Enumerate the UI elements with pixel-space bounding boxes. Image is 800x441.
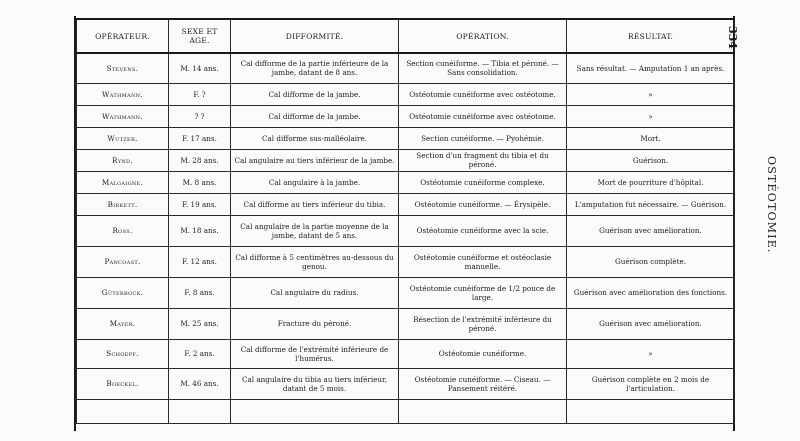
cell-resultat: L'amputation fut nécessaire. — Guérison. xyxy=(567,193,735,215)
cell-operation: Résection de l'extrémité inférieure du péroné. xyxy=(399,308,567,339)
cell-resultat: » xyxy=(567,83,735,105)
cell-resultat: » xyxy=(567,105,735,127)
cell-operateur: Wathmann. xyxy=(77,105,169,127)
cell-sexe-age: F. 12 ans. xyxy=(169,246,231,277)
cell-difformite: Cal difforme au tiers inférieur du tibia. xyxy=(231,193,399,215)
cell-operateur: Mayer. xyxy=(77,308,169,339)
table-row xyxy=(77,127,735,149)
cell-operation: Ostéotomie cunéiforme avec la scie. xyxy=(399,215,567,246)
cell-operateur: Wutzer. xyxy=(77,127,169,149)
osteotomy-cases-table xyxy=(76,18,735,424)
cell-empty xyxy=(169,399,231,423)
table-row xyxy=(77,246,735,277)
cell-operation: Ostéotomie cunéiforme complexe. xyxy=(399,171,567,193)
cell-empty xyxy=(567,399,735,423)
table-row xyxy=(77,215,735,246)
cell-operation: Section cunéiforme. — Pyohémie. xyxy=(399,127,567,149)
cell-difformite: Cal difforme de l'extrémité inférieure de l'humérus. xyxy=(231,339,399,368)
header-sexe-age: SEXE ET AGE. xyxy=(169,19,231,53)
table-row xyxy=(77,308,735,339)
cell-sexe-age: F. 19 ans. xyxy=(169,193,231,215)
table-row-empty xyxy=(77,399,735,423)
cell-difformite: Cal difforme de la partie inférieure de la jambe, datant de 8 ans. xyxy=(231,53,399,83)
cell-operation: Ostéotomie cunéiforme de 1/2 pouce de large. xyxy=(399,277,567,308)
cell-sexe-age: M. 46 ans. xyxy=(169,368,231,399)
cell-operation: Ostéotomie cunéiforme. — Érysipèle. xyxy=(399,193,567,215)
table-row xyxy=(77,83,735,105)
header-difformite: DIFFORMITÉ. xyxy=(231,19,399,53)
cell-resultat: Guérison avec amélioration. xyxy=(567,215,735,246)
cell-operateur: Stevens. xyxy=(77,53,169,83)
cell-operation: Ostéotomie cunéiforme. xyxy=(399,339,567,368)
cell-difformite: Cal angulaire de la partie moyenne de la jambe, datant de 5 ans. xyxy=(231,215,399,246)
cell-operation: Ostéotomie cunéiforme et ostéoclasie manuelle. xyxy=(399,246,567,277)
cell-resultat: Guérison avec amélioration des fonctions. xyxy=(567,277,735,308)
cell-operateur: Birkett. xyxy=(77,193,169,215)
cell-empty xyxy=(77,399,169,423)
cell-resultat: Guérison complète. xyxy=(567,246,735,277)
cell-difformite: Cal angulaire à la jambe. xyxy=(231,171,399,193)
running-head: OSTÉOTOMIE. xyxy=(765,156,778,254)
cell-operation: Section cunéiforme. — Tibia et péroné. — Sans consolidation. xyxy=(399,53,567,83)
cell-difformite: Cal difforme de la jambe. xyxy=(231,83,399,105)
cell-difformite: Cal angulaire au tiers inférieur de la jambe. xyxy=(231,149,399,171)
cell-sexe-age: ? ? xyxy=(169,105,231,127)
cell-operateur: Ross. xyxy=(77,215,169,246)
table-header-row xyxy=(77,19,735,53)
cell-sexe-age: F. 8 ans. xyxy=(169,277,231,308)
cell-operateur: Güterbock. xyxy=(77,277,169,308)
cell-difformite: Cal angulaire du tibia au tiers inférieur, datant de 5 mois. xyxy=(231,368,399,399)
cell-sexe-age: M. 28 ans. xyxy=(169,149,231,171)
table-row xyxy=(77,171,735,193)
cell-operation: Section d'un fragment du tibia et du péroné. xyxy=(399,149,567,171)
cell-empty xyxy=(399,399,567,423)
cell-operateur: Pancoast. xyxy=(77,246,169,277)
table-row xyxy=(77,53,735,83)
table-row xyxy=(77,339,735,368)
cell-resultat: Sans résultat. — Amputation 1 an après. xyxy=(567,53,735,83)
cell-resultat: Guérison complète en 2 mois de l'articulation. xyxy=(567,368,735,399)
cell-operation: Ostéotomie cunéiforme. — Ciseau. — Pansement réitéré. xyxy=(399,368,567,399)
header-resultat: RÉSULTAT. xyxy=(567,19,735,53)
cell-operateur: Malgaigne. xyxy=(77,171,169,193)
cell-sexe-age: M. 18 ans. xyxy=(169,215,231,246)
cell-operateur: Schoepf. xyxy=(77,339,169,368)
cell-sexe-age: F. 17 ans. xyxy=(169,127,231,149)
cell-operateur: Wathmann. xyxy=(77,83,169,105)
cell-operation: Ostéotomie cunéiforme avec ostéotome. xyxy=(399,83,567,105)
cell-operation: Ostéotomie cunéiforme avec ostéotome. xyxy=(399,105,567,127)
cell-difformite: Cal difforme à 5 centimètres au-dessous du genou. xyxy=(231,246,399,277)
cell-operateur: Rynd. xyxy=(77,149,169,171)
cell-resultat: Mort. xyxy=(567,127,735,149)
cell-resultat: » xyxy=(567,339,735,368)
cell-difformite: Cal angulaire du radius. xyxy=(231,277,399,308)
cell-operateur: Boeckel. xyxy=(77,368,169,399)
table-row xyxy=(77,193,735,215)
table-row xyxy=(77,149,735,171)
cell-sexe-age: M. 14 ans. xyxy=(169,53,231,83)
header-operateur: OPÉRATEUR. xyxy=(77,19,169,53)
cell-difformite: Cal difforme de la jambe. xyxy=(231,105,399,127)
page-number: 334 xyxy=(726,26,739,49)
cell-difformite: Fracture du péroné. xyxy=(231,308,399,339)
table-row xyxy=(77,105,735,127)
cell-empty xyxy=(231,399,399,423)
cell-sexe-age: F. 2 ans. xyxy=(169,339,231,368)
cell-resultat: Mort de pourriture d'hôpital. xyxy=(567,171,735,193)
cell-sexe-age: M. 25 ans. xyxy=(169,308,231,339)
header-operation: OPÉRATION. xyxy=(399,19,567,53)
cell-sexe-age: F. ? xyxy=(169,83,231,105)
cell-difformite: Cal difforme sus-malléolaire. xyxy=(231,127,399,149)
table-row xyxy=(77,368,735,399)
cell-resultat: Guérison avec amélioration. xyxy=(567,308,735,339)
table-row xyxy=(77,277,735,308)
cell-resultat: Guérison. xyxy=(567,149,735,171)
cell-sexe-age: M. 8 ans. xyxy=(169,171,231,193)
